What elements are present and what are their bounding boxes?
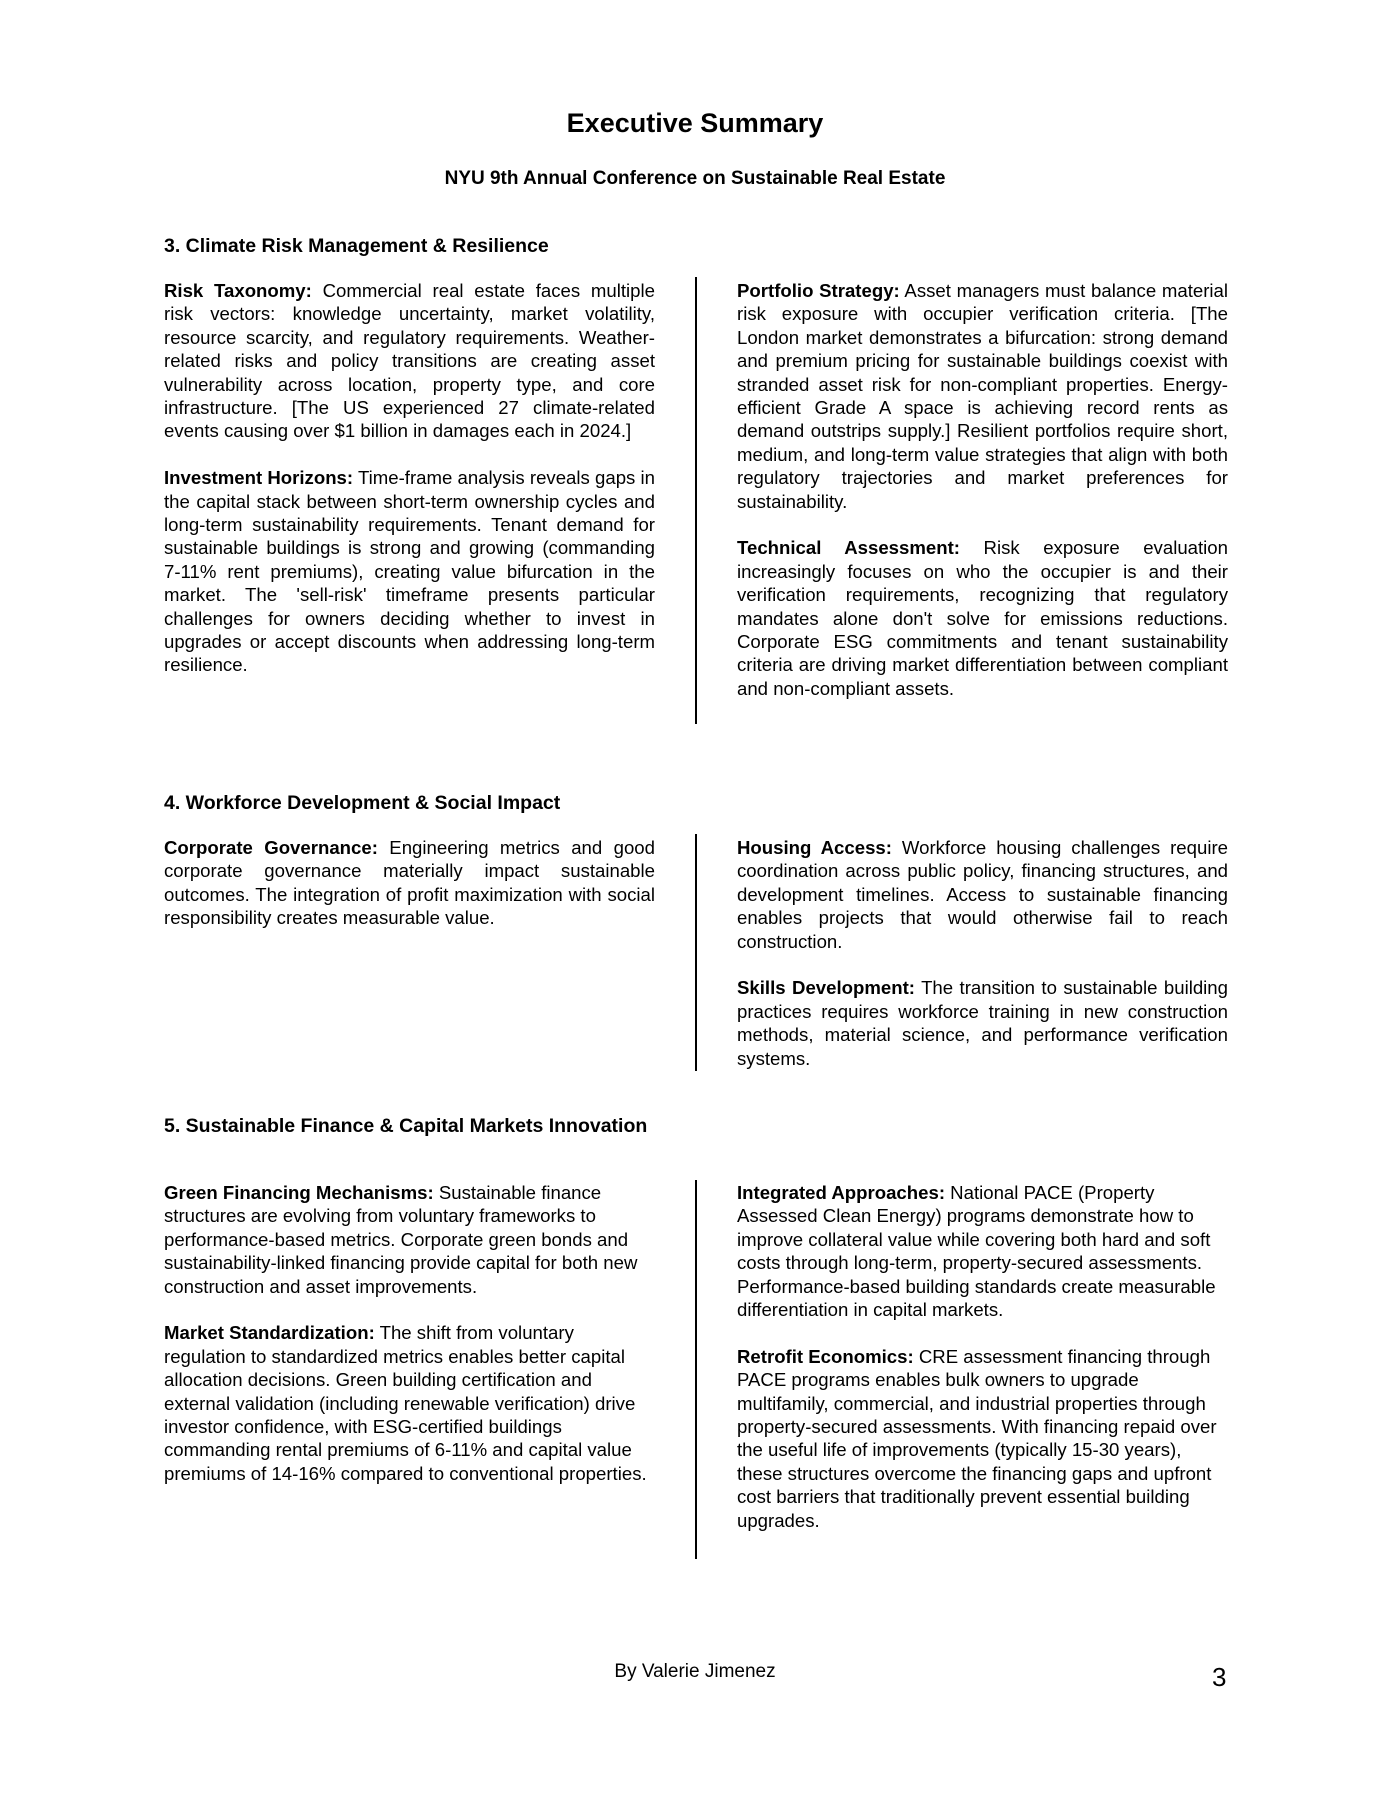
section-heading: 5. Sustainable Finance & Capital Markets Innovation	[164, 1115, 648, 1137]
paragraph	[737, 1345, 1228, 1532]
paragraph-text: The shift from voluntary regulation to standardized metrics enables better capital allocation decisions. Green building certification and external validation (including renewable verification) drive investor confidence, with ESG-certified buildings commanding rental premiums of 6-11% and capital value premiums of 14-16% compared to conventional properties.	[164, 1322, 647, 1484]
right-column	[737, 279, 1228, 700]
paragraph	[164, 1181, 655, 1298]
paragraph-text: Engineering metrics and good corporate governance materially impact sustainable outcomes. The integration of profit maximization with social responsibility creates measurable value.	[164, 837, 655, 929]
left-column	[164, 279, 655, 677]
paragraph	[164, 836, 655, 930]
paragraph-text: Workforce housing challenges require coordination across public policy, financing structures, and development timelines. Access to sustainable financing enables projects that would otherwise fail to reach construction.	[737, 837, 1228, 952]
left-column	[164, 1181, 655, 1485]
right-column	[737, 1181, 1228, 1532]
paragraph	[164, 279, 655, 443]
paragraph-term: Retrofit Economics:	[737, 1345, 914, 1367]
column-divider	[695, 834, 697, 1071]
paragraph-term: Market Standardization:	[164, 1322, 375, 1344]
paragraph	[737, 1181, 1228, 1321]
paragraph-term: Technical Assessment:	[737, 537, 960, 559]
page-title: Executive Summary	[566, 108, 824, 138]
paragraph	[164, 1321, 655, 1485]
paragraph-text: Asset managers must balance material risk exposure with occupier verification criteria. [The London market demonstrates a bifurcation: strong demand and premium pricing for sustainable buildings coexist with stranded asset risk for non-compliant properties. Energy-efficient Grade A space is achieving record rents as demand outstrips supply.] Resilient portfolios require short, medium, and long-term value strategies that align with both regulatory trajectories and market preferences for sustainability.	[737, 280, 1229, 512]
paragraph-text: CRE assessment financing through PACE programs enables bulk owners to upgrade multifamily, commercial, and industrial properties through property-secured assessments. With financing repaid over the useful life of improvements (typically 15-30 years), these structures overcome the financing gaps and upfront cost barriers that traditionally prevent essential building upgrades.	[737, 1345, 1217, 1531]
paragraph-text: Sustainable finance structures are evolving from voluntary frameworks to performance-based metrics. Corporate green bonds and sustainability-linked financing provide capital for both new construction and asset improvements.	[164, 1182, 638, 1297]
paragraph-term: Portfolio Strategy:	[737, 280, 900, 301]
paragraph-term: Skills Development:	[737, 977, 915, 999]
section-heading: 3. Climate Risk Management & Resilience	[164, 235, 549, 257]
page-subtitle: NYU 9th Annual Conference on Sustainable Real Estate	[444, 168, 946, 189]
paragraph	[737, 836, 1228, 953]
paragraph	[737, 536, 1228, 700]
footer-author: By Valerie Jimenez	[614, 1661, 776, 1682]
column-divider	[695, 1180, 697, 1559]
column-divider	[695, 277, 697, 724]
left-column	[164, 836, 655, 930]
paragraph	[737, 976, 1228, 1070]
paragraph-term: Investment Horizons:	[164, 467, 354, 489]
paragraph-text: Commercial real estate faces multiple risk vectors: knowledge uncertainty, market volatility, resource scarcity, and regulatory requirements. Weather-related risks and policy transitions are creating asset vulnerability across location, property type, and core infrastructure. [The US experienced 27 climate-related events causing over $1 billion in damages each in 2024.]	[164, 280, 655, 442]
paragraph-text: Risk exposure evaluation increasingly focuses on who the occupier is and their verification requirements, recognizing that regulatory mandates alone don't solve for emissions reductions. Corporate ESG commitments and tenant sustainability criteria are driving market differentiation between compliant and non-compliant assets.	[737, 537, 1228, 699]
paragraph-text: National PACE (Property Assessed Clean Energy) programs demonstrate how to improve collateral value while covering both hard and soft costs through long-term, property-secured assessments. Performance-based building standards create measurable differentiation in capital markets.	[737, 1182, 1216, 1321]
paragraph	[737, 279, 1228, 513]
paragraph-text: Time-frame analysis reveals gaps in the capital stack between short-term ownership cycles and long-term sustainability requirements. Tenant demand for sustainable buildings is strong and growing (commanding 7-11% rent premiums), creating value bifurcation in the market. The 'sell-risk' timeframe presents particular challenges for owners deciding whether to invest in upgrades or accept discounts when addressing long-term resilience.	[164, 467, 655, 676]
section-heading: 4. Workforce Development & Social Impact	[164, 792, 561, 814]
paragraph-term: Corporate Governance:	[164, 837, 378, 858]
paragraph-term: Risk Taxonomy:	[164, 280, 312, 301]
paragraph-term: Housing Access:	[737, 837, 892, 858]
page-number: 3	[1212, 1662, 1227, 1692]
right-column	[737, 836, 1228, 1070]
paragraph-term: Green Financing Mechanisms:	[164, 1182, 434, 1203]
paragraph	[164, 466, 655, 677]
paragraph-text: The transition to sustainable building practices requires workforce training in new construction methods, material science, and performance verification systems.	[737, 977, 1228, 1069]
paragraph-term: Integrated Approaches:	[737, 1182, 946, 1203]
